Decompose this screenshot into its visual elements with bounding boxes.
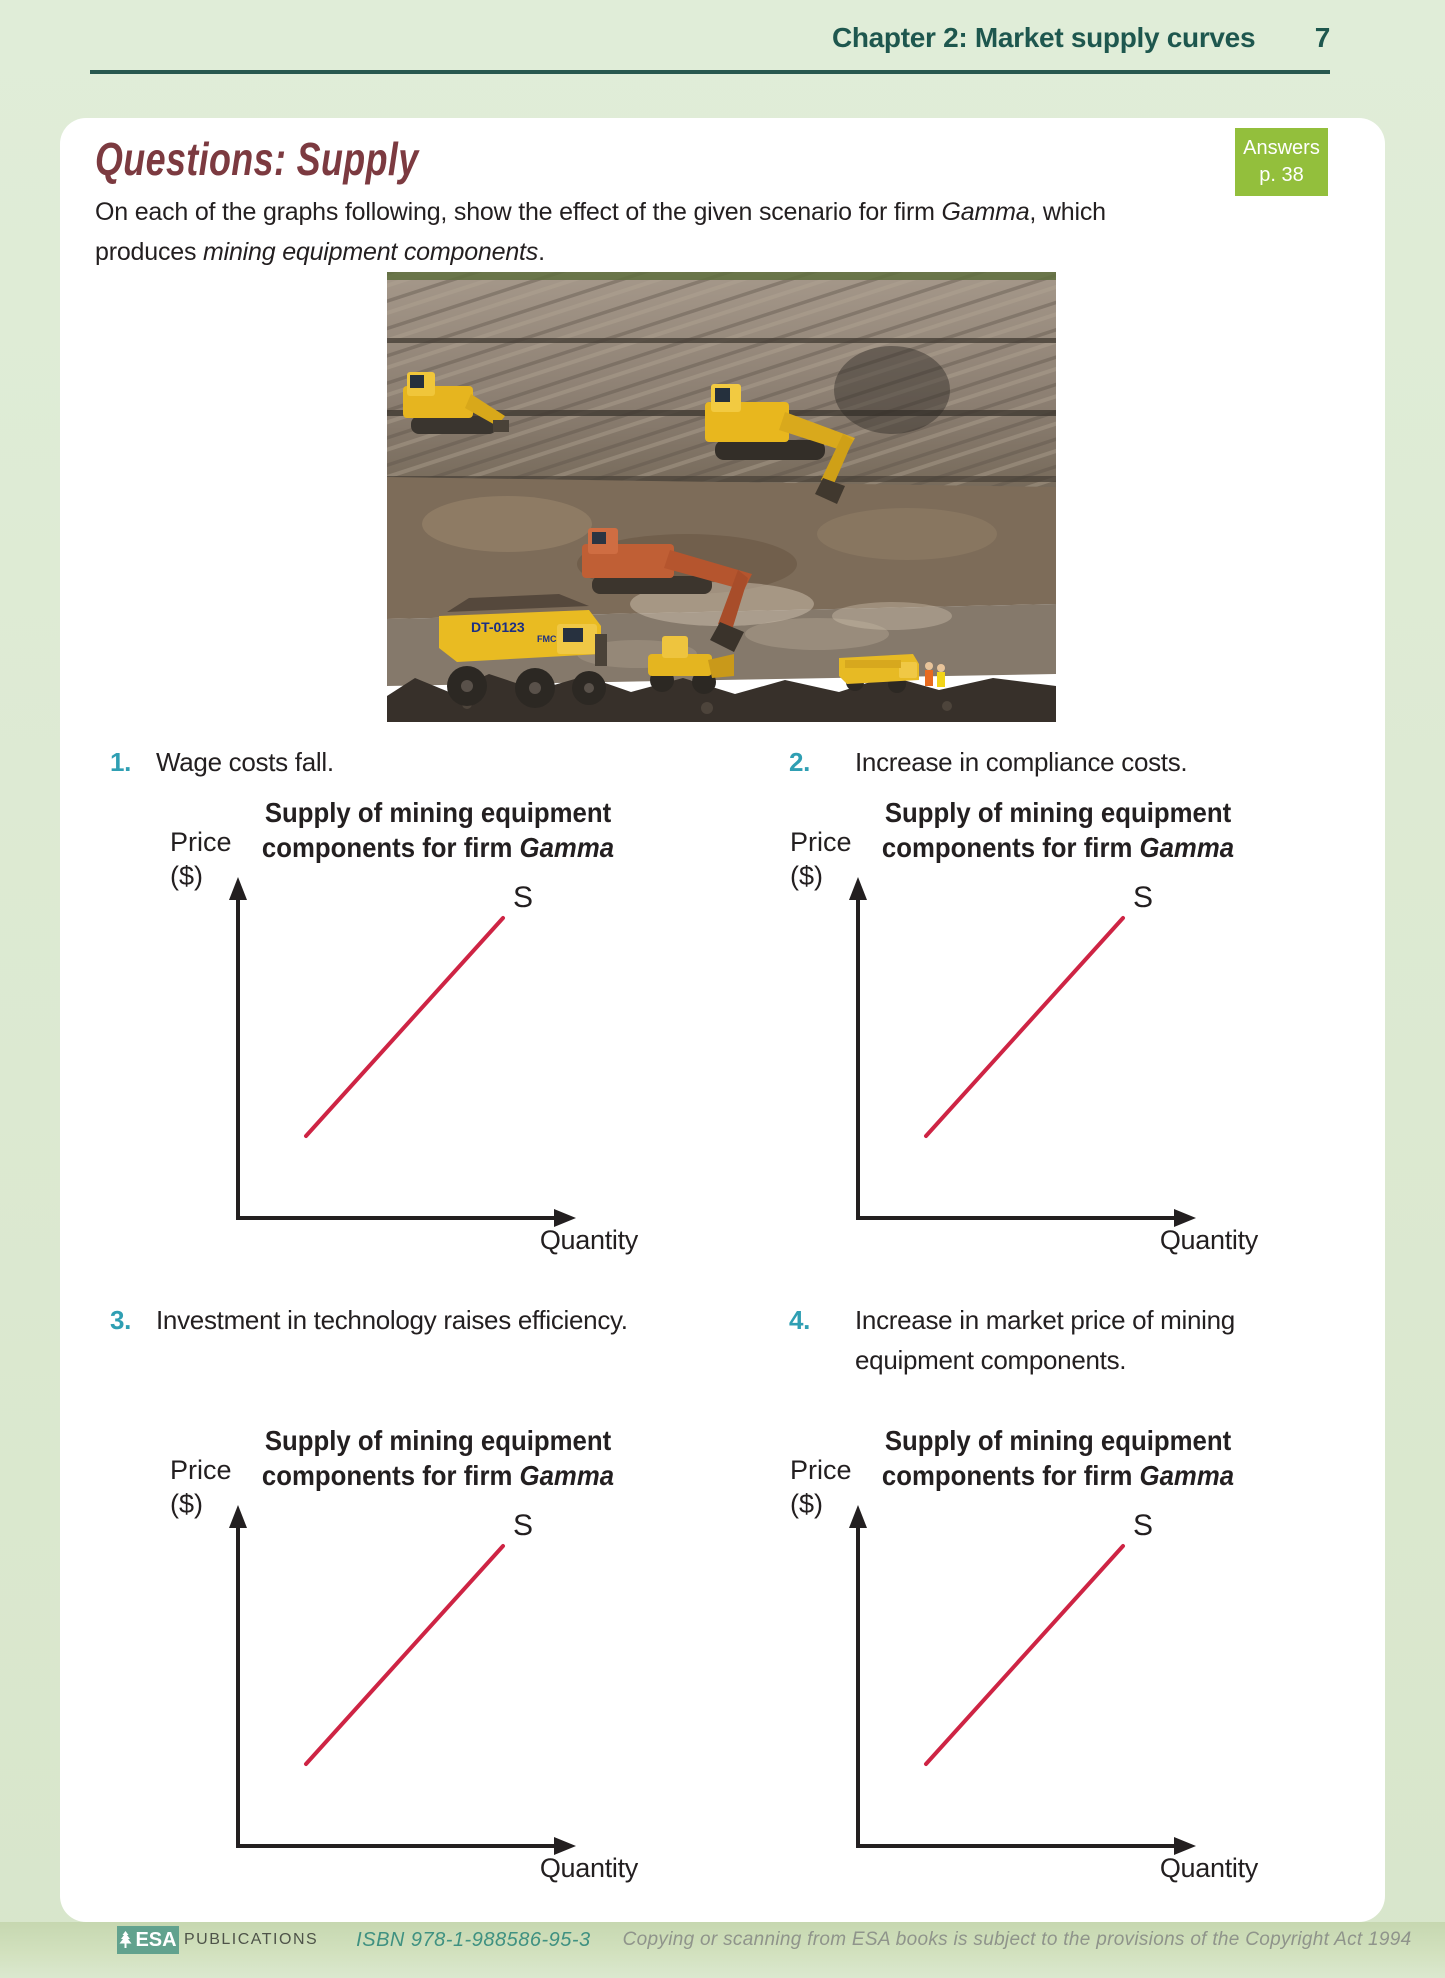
answers-badge-line2: p. 38 <box>1259 164 1304 186</box>
graph-title-line2-text: components for firm <box>881 1460 1140 1491</box>
question-3-number: 3. <box>110 1305 132 1335</box>
instruction-part1: On each of the graphs following, show the effect of the given scenario for firm <box>95 198 942 226</box>
graph-canvas <box>728 1423 1268 1893</box>
esa-logo <box>117 1926 179 1954</box>
instruction-part3: . <box>538 238 545 266</box>
graph-title-firm: Gamma <box>1139 832 1235 863</box>
supply-graph-3 <box>108 1423 648 1893</box>
graph-title-firm: Gamma <box>519 832 615 863</box>
y-axis-arrow <box>229 877 247 900</box>
y-axis-label-line1: Price <box>790 1455 852 1485</box>
question-1-text: Wage costs fall. <box>156 747 334 777</box>
supply-graph-1 <box>108 795 648 1265</box>
question-2-text: Increase in compliance costs. <box>855 747 1188 777</box>
question-3 <box>110 1300 628 1340</box>
chapter-title: Chapter 2: Market supply curves <box>831 22 1256 53</box>
question-2 <box>789 742 1187 782</box>
supply-curve <box>306 918 503 1136</box>
supply-curve-label: S <box>1133 881 1154 914</box>
question-2-number: 2. <box>789 747 811 777</box>
firm-name: Gamma <box>941 198 1030 226</box>
supply-curve <box>926 918 1123 1136</box>
graph-title-line1: Supply of mining equipment <box>264 1425 612 1456</box>
section-title: Questions: Supply <box>95 133 419 185</box>
mine-photo-illustration <box>387 272 1056 722</box>
graph-title-line2-text: components for firm <box>881 832 1140 863</box>
isbn-text: ISBN 978-1-988586-95-3 <box>356 1928 591 1951</box>
graph-title-line2-text: components for firm <box>261 1460 520 1491</box>
y-axis-arrow <box>229 1505 247 1528</box>
truck-fmc-label: FMC <box>537 634 557 644</box>
graph-title-line1: Supply of mining equipment <box>264 797 612 828</box>
x-axis-label: Quantity <box>539 1853 638 1883</box>
copyright-notice: Copying or scanning from ESA books is subject to the provisions of the Copyright Act 1994 <box>622 1929 1412 1950</box>
question-4 <box>789 1300 1295 1380</box>
supply-graph-2 <box>728 795 1268 1265</box>
question-4-text: Increase in market price of mining equipment components. <box>855 1305 1235 1375</box>
header-rule <box>90 70 1330 74</box>
mine-photo <box>387 272 1056 722</box>
graph-canvas <box>108 1423 648 1893</box>
instruction-part2: , which produces <box>95 198 1106 266</box>
y-axis-label-line1: Price <box>170 1455 232 1485</box>
x-axis-label: Quantity <box>1159 1225 1258 1255</box>
y-axis-label-line1: Price <box>790 827 852 857</box>
y-axis-label-line1: Price <box>170 827 232 857</box>
y-axis-arrow <box>849 1505 867 1528</box>
graph-canvas <box>108 795 648 1265</box>
question-1-number: 1. <box>110 747 132 777</box>
supply-curve-label: S <box>1133 1509 1154 1542</box>
graph-title-line2-text: components for firm <box>261 832 520 863</box>
graph-title-firm: Gamma <box>519 1460 615 1491</box>
y-axis-label-line2: ($) <box>790 861 823 891</box>
supply-curve <box>306 1546 503 1764</box>
y-axis-label-line2: ($) <box>170 861 203 891</box>
y-axis-label-line2: ($) <box>170 1489 203 1519</box>
graph-canvas <box>728 795 1268 1265</box>
answers-badge <box>1235 128 1328 196</box>
esa-logo-text: ESA <box>135 1928 177 1951</box>
supply-curve <box>926 1546 1123 1764</box>
footer <box>117 1925 1412 1955</box>
y-axis-arrow <box>849 877 867 900</box>
content-card <box>60 118 1385 1922</box>
x-axis-label: Quantity <box>1159 1853 1258 1883</box>
truck-id-label: DT-0123 <box>471 619 525 635</box>
x-axis-label: Quantity <box>539 1225 638 1255</box>
tree-icon <box>119 1931 132 1949</box>
graph-title-line1: Supply of mining equipment <box>884 797 1232 828</box>
graph-title-line1: Supply of mining equipment <box>884 1425 1232 1456</box>
question-1 <box>110 742 334 782</box>
chapter-header <box>0 22 1330 54</box>
supply-curve-label: S <box>513 881 534 914</box>
question-3-text: Investment in technology raises efficiency. <box>156 1305 628 1335</box>
answers-badge-line1: Answers <box>1243 137 1320 159</box>
instruction-text <box>95 192 1185 272</box>
supply-curve-label: S <box>513 1509 534 1542</box>
question-4-number: 4. <box>789 1305 811 1335</box>
product-name: mining equipment components <box>203 238 539 266</box>
supply-graph-4 <box>728 1423 1268 1893</box>
publisher-name: PUBLICATIONS <box>184 1931 319 1948</box>
page-number: 7 <box>1314 22 1330 53</box>
graph-title-firm: Gamma <box>1139 1460 1235 1491</box>
y-axis-label-line2: ($) <box>790 1489 823 1519</box>
